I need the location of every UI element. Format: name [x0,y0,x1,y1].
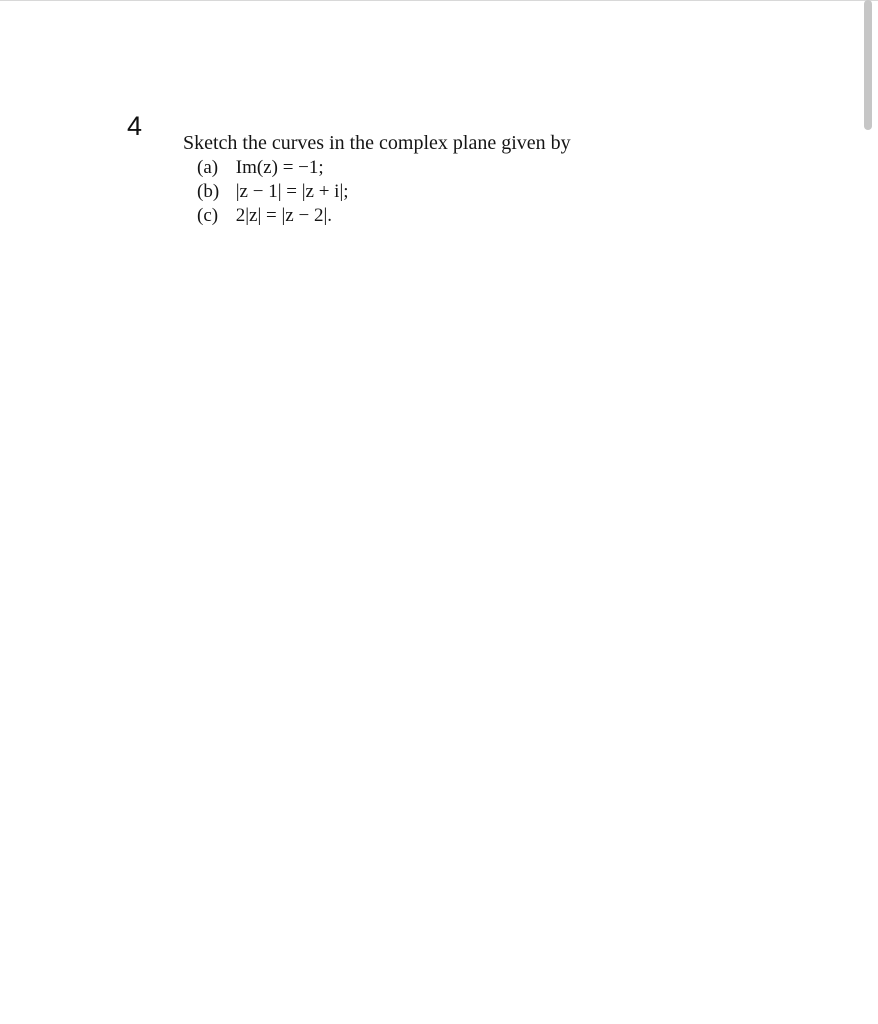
question-parts [197,156,571,228]
question-number: 4 [127,111,143,141]
question-body [183,130,571,228]
part-b-label: (b) [197,181,220,202]
part-c [197,204,571,228]
part-b-expression: |z − 1| = |z + i|; [235,181,349,202]
part-a-label: (a) [197,157,219,178]
top-divider [0,0,878,1]
question-prompt: Sketch the curves in the complex plane given by [183,132,571,154]
vertical-scrollbar[interactable] [864,0,872,130]
part-c-expression: 2|z| = |z − 2|. [235,205,333,226]
part-a-expression: Im(z) = −1; [235,157,324,178]
part-c-label: (c) [197,205,219,226]
part-a [197,156,571,180]
part-b [197,180,571,204]
